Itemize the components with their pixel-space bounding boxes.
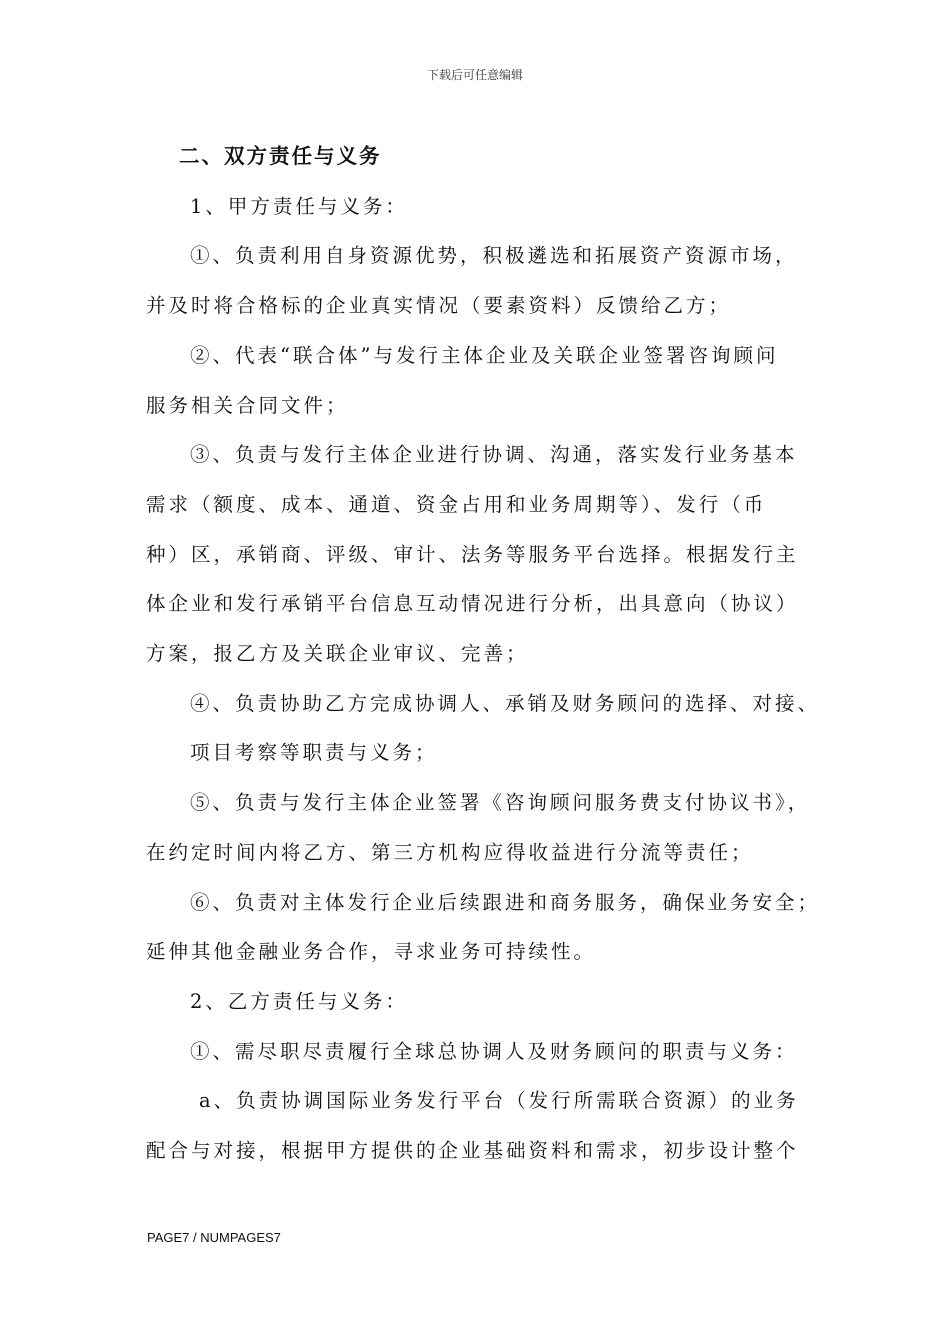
- paragraph-line: a、负责协调国际业务发行平台（发行所需联合资源）的业务: [199, 1089, 799, 1113]
- paragraph-line: ①、负责利用自身资源优势，积极遴选和拓展资产资源市场，: [190, 244, 798, 268]
- paragraph-line: ⑥、负责对主体发行企业后续跟进和商务服务，确保业务安全；: [190, 890, 821, 914]
- section-heading: 二、双方责任与义务: [179, 144, 382, 168]
- paragraph-line: 1、甲方责任与义务：: [190, 194, 408, 218]
- paragraph-line: ④、负责协助乙方完成协调人、承销及财务顾问的选择、对接、: [190, 691, 821, 715]
- paragraph-line: 2、乙方责任与义务：: [190, 989, 408, 1013]
- paragraph-line: 需求（额度、成本、通道、资金占用和业务周期等）、发行（币: [146, 492, 767, 516]
- paragraph-line: 服务相关合同文件；: [146, 393, 349, 417]
- paragraph-line: 并及时将合格标的企业真实情况（要素资料）反馈给乙方；: [146, 294, 732, 318]
- header-note: 下载后可任意编辑: [426, 68, 523, 82]
- paragraph-line: 延伸其他金融业务合作，寻求业务可持续性。: [146, 940, 597, 964]
- paragraph-line: 配合与对接，根据甲方提供的企业基础资料和需求，初步设计整个: [146, 1139, 799, 1163]
- paragraph-line: ①、需尽职尽责履行全球总协调人及财务顾问的职责与义务：: [190, 1039, 798, 1063]
- paragraph-line: ③、负责与发行主体企业进行协调、沟通，落实发行业务基本: [190, 443, 798, 467]
- paragraph-line: 方案，报乙方及关联企业审议、完善；: [146, 642, 529, 666]
- paragraph-line: 在约定时间内将乙方、第三方机构应得收益进行分流等责任；: [146, 840, 754, 864]
- paragraph-line: ②、代表“联合体”与发行主体企业及关联企业签署咨询顾问: [190, 343, 779, 367]
- document-body: [146, 132, 826, 1176]
- page-footer: PAGE7 / NUMPAGES7: [147, 1230, 281, 1245]
- paragraph-line: ⑤、负责与发行主体企业签署《咨询顾问服务费支付协议书》，: [190, 791, 811, 815]
- paragraph-line: 种）区，承销商、评级、审计、法务等服务平台选择。根据发行主: [146, 542, 799, 566]
- paragraph-line: 体企业和发行承销平台信息互动情况进行分析，出具意向（协议）: [146, 592, 799, 616]
- paragraph-line: 项目考察等职责与义务；: [190, 741, 438, 765]
